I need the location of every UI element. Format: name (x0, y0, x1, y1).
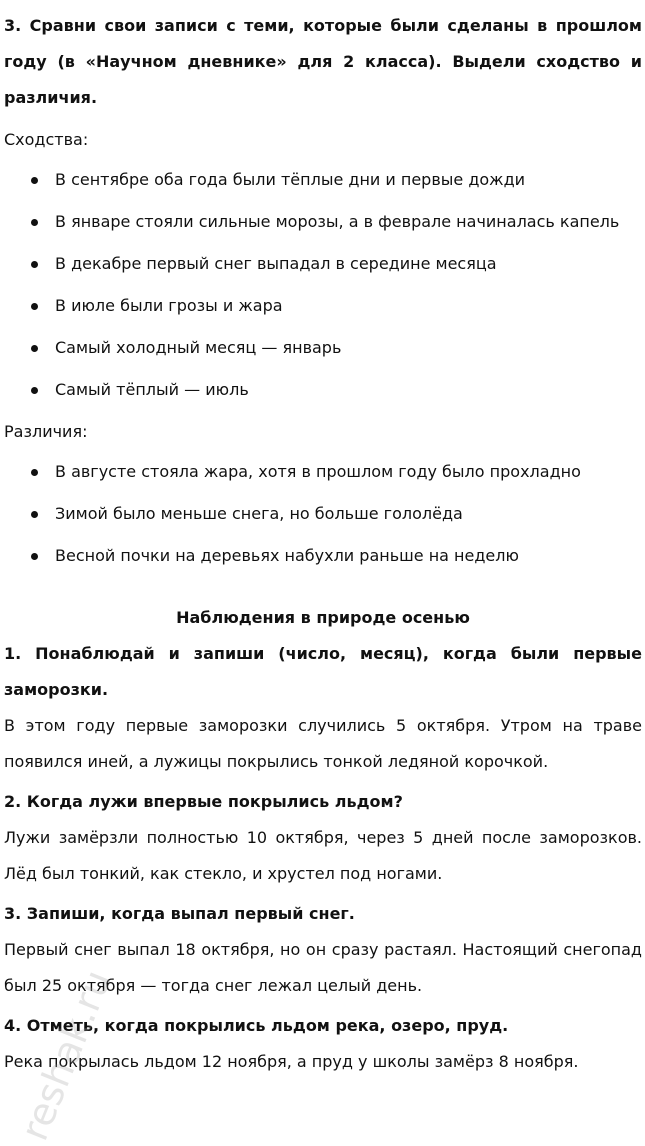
list-item-text: В декабре первый снег выпадал в середине месяца (55, 254, 497, 273)
list-item-text: В сентябре оба года были тёплые дни и первые дожди (55, 170, 526, 189)
list-item-text: Самый тёплый — июль (55, 380, 249, 399)
list-item-text: В августе стояла жара, хотя в прошлом году было прохладно (55, 462, 581, 481)
answer-text: Река покрылась льдом 12 ноября, а пруд у школы замёрз 8 ноября. (4, 1052, 579, 1071)
bullet-icon (31, 177, 38, 184)
section-title: Наблюдения в природе осенью (176, 608, 470, 627)
task-3-heading: 3. Сравни свои записи с теми, которые были сделаны в прошлом году (в «Научном дневнике» для 2 класса). Выдели сходство и различия. (4, 16, 642, 107)
differences-label: Различия: (4, 422, 88, 441)
list-item (4, 330, 642, 366)
list-item (4, 288, 642, 324)
list-item-text: Зимой было меньше снега, но больше гололёда (55, 504, 463, 523)
bullet-icon (31, 469, 38, 476)
list-item-text: Самый холодный месяц — январь (55, 338, 342, 357)
bullet-icon (31, 387, 38, 394)
bullet-icon (31, 261, 38, 268)
similarities-list (4, 162, 642, 408)
answer-text: Лужи замёрзли полностью 10 октября, через 5 дней после заморозков. Лёд был тонкий, как стекло, и хрустел под ногами. (4, 828, 642, 883)
bullet-icon (31, 511, 38, 518)
list-item (4, 496, 642, 532)
list-item-text: В июле были грозы и жара (55, 296, 283, 315)
list-item (4, 454, 642, 490)
list-item-text: В январе стояли сильные морозы, а в феврале начиналась капель (55, 212, 620, 231)
similarities-label: Сходства: (4, 130, 89, 149)
bullet-icon (31, 553, 38, 560)
question-heading: 1. Понаблюдай и запиши (число, месяц), когда были первые заморозки. (4, 644, 642, 699)
bullet-icon (31, 345, 38, 352)
answer-text: В этом году первые заморозки случились 5 октября. Утром на траве появился иней, а лужицы покрылись тонкой ледяной корочкой. (4, 716, 642, 771)
watermark: reshak.ru (12, 963, 120, 1146)
list-item (4, 162, 642, 198)
bullet-icon (31, 303, 38, 310)
answer-text: Первый снег выпал 18 октября, но он сразу растаял. Настоящий снегопад был 25 октября — тогда снег лежал целый день. (4, 940, 642, 995)
list-item (4, 538, 642, 574)
list-item (4, 204, 642, 240)
question-heading: 3. Запиши, когда выпал первый снег. (4, 904, 355, 923)
list-item (4, 372, 642, 408)
question-heading: 4. Отметь, когда покрылись льдом река, озеро, пруд. (4, 1016, 509, 1035)
question-heading: 2. Когда лужи впервые покрылись льдом? (4, 792, 403, 811)
bullet-icon (31, 219, 38, 226)
list-item (4, 246, 642, 282)
differences-list (4, 454, 642, 574)
list-item-text: Весной почки на деревьях набухли раньше на неделю (55, 546, 519, 565)
